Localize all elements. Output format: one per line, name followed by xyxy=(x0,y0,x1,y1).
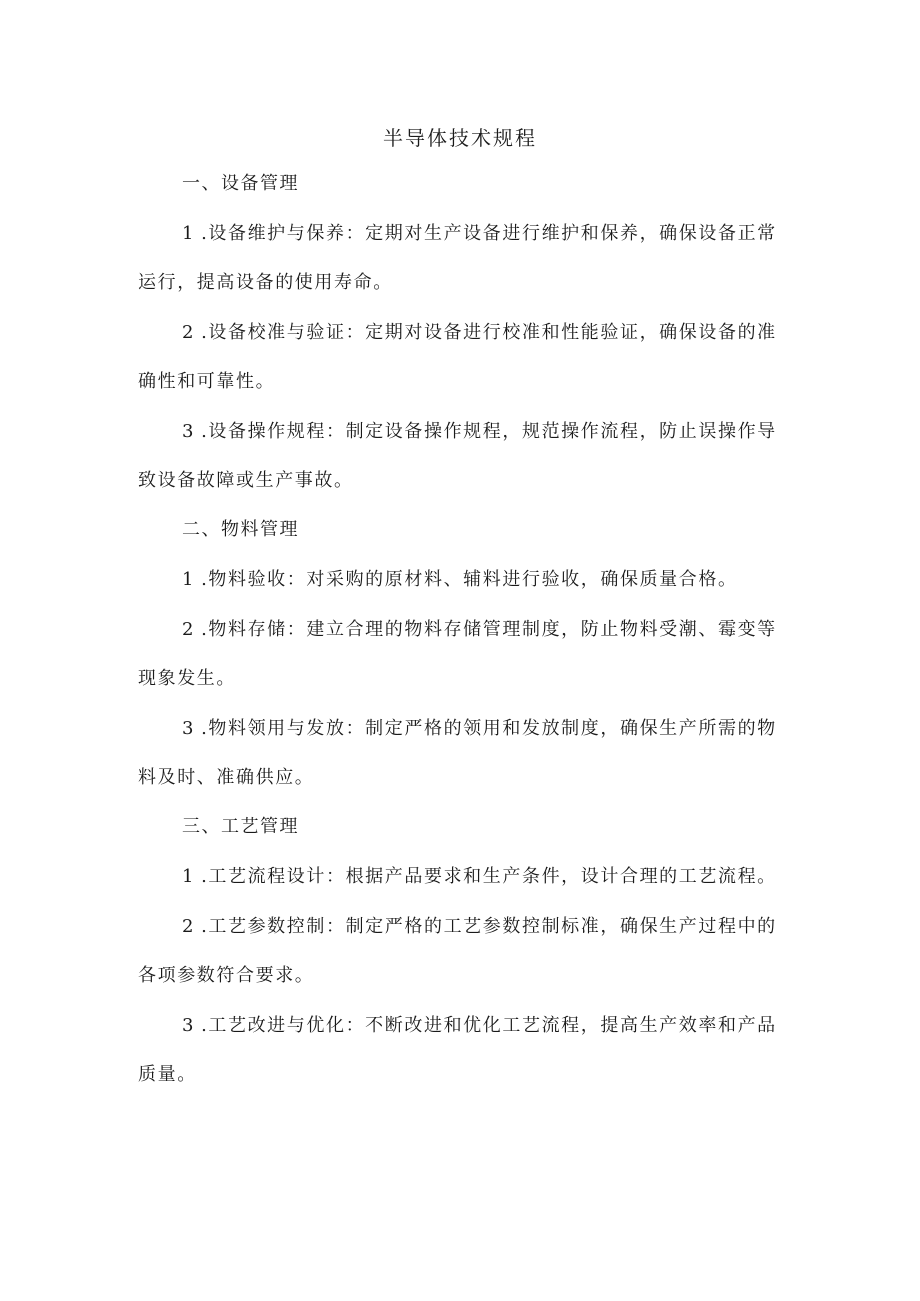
paragraph xyxy=(138,605,788,703)
item-number: 1 xyxy=(182,223,196,244)
document-body xyxy=(138,170,788,1110)
item-text: .物料领用与发放：制定严格的领用和发放制度，确保生产所需的物料及时、准确供应。 xyxy=(138,718,777,788)
item-number: 2 xyxy=(182,916,196,937)
item-text: .设备维护与保养：定期对生产设备进行维护和保养，确保设备正常运行，提高设备的使用寿命。 xyxy=(138,223,777,293)
paragraph xyxy=(138,704,788,802)
item-number: 3 xyxy=(182,718,196,739)
item-text: .设备校准与验证：定期对设备进行校准和性能验证，确保设备的准确性和可靠性。 xyxy=(138,322,777,392)
section-heading-equipment: 一、设备管理 xyxy=(182,173,299,194)
item-number: 2 xyxy=(182,322,196,343)
item-text: .设备操作规程：制定设备操作规程，规范操作流程，防止误操作导致设备故障或生产事故。 xyxy=(138,421,777,491)
section-heading-materials: 二、物料管理 xyxy=(182,519,299,540)
document-title: 半导体技术规程 xyxy=(383,126,537,150)
item-text: .工艺参数控制：制定严格的工艺参数控制标准，确保生产过程中的各项参数符合要求。 xyxy=(138,916,777,986)
item-text: .工艺流程设计：根据产品要求和生产条件，设计合理的工艺流程。 xyxy=(201,866,777,887)
paragraph xyxy=(138,902,788,1000)
paragraph xyxy=(138,852,788,901)
item-number: 2 xyxy=(182,619,196,640)
item-number: 3 xyxy=(182,421,196,442)
item-number: 1 xyxy=(182,866,196,887)
item-text: .工艺改进与优化：不断改进和优化工艺流程，提高生产效率和产品质量。 xyxy=(138,1015,777,1085)
paragraph xyxy=(138,308,788,406)
paragraph xyxy=(138,407,788,505)
section-heading-process: 三、工艺管理 xyxy=(182,816,299,837)
paragraph xyxy=(138,1001,788,1099)
paragraph xyxy=(138,209,788,307)
item-text: .物料存储：建立合理的物料存储管理制度，防止物料受潮、霉变等现象发生。 xyxy=(138,619,777,689)
item-number: 3 xyxy=(182,1015,196,1036)
paragraph xyxy=(138,555,788,604)
item-number: 1 xyxy=(182,569,196,590)
item-text: .物料验收：对采购的原材料、辅料进行验收，确保质量合格。 xyxy=(201,569,738,590)
